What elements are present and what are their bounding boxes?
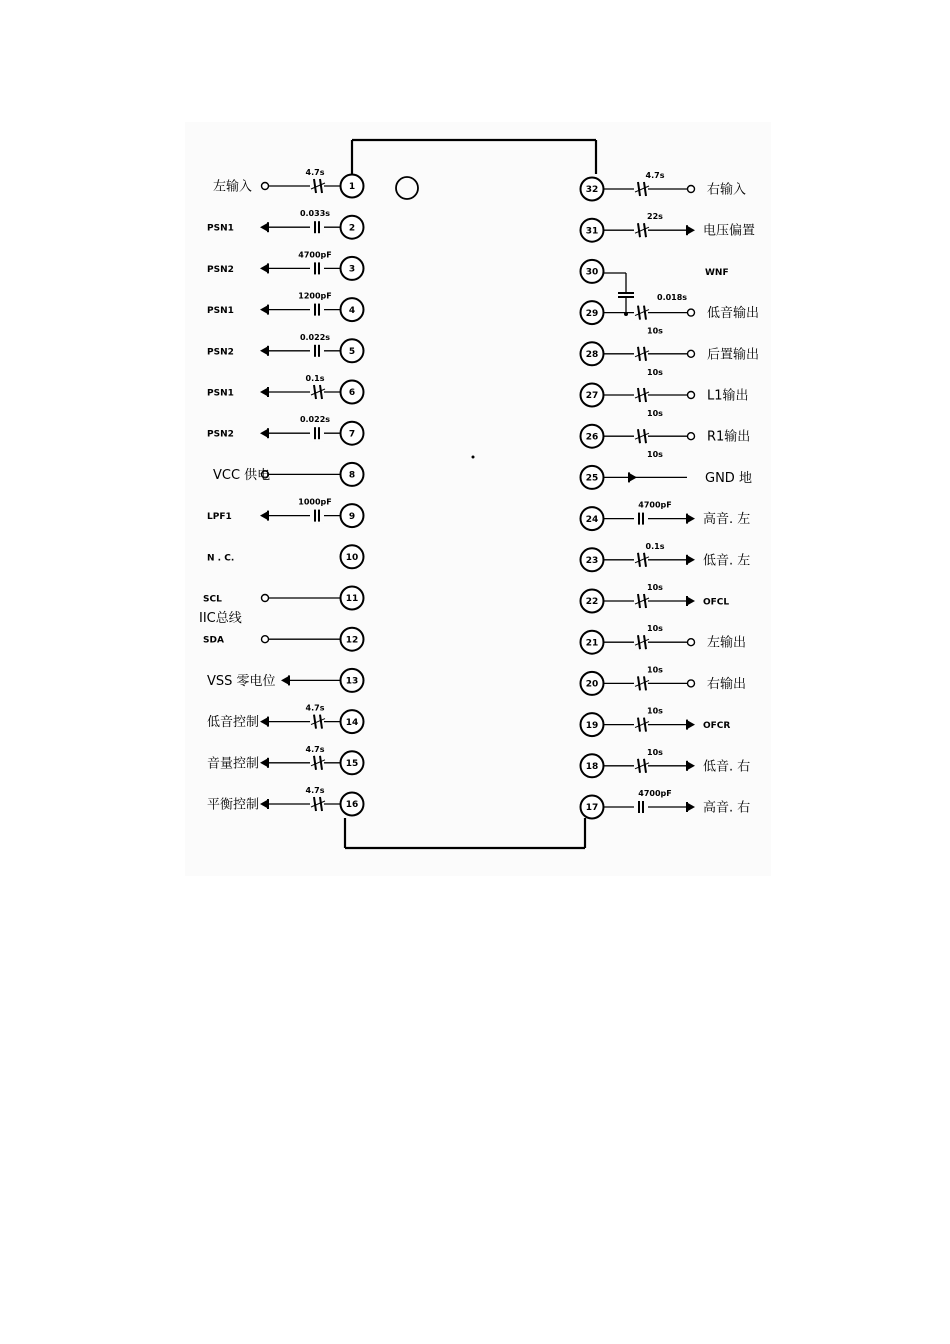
ic-pinout-diagram: [185, 122, 771, 876]
pin-1: [213, 168, 364, 198]
pin-18-number: 18: [585, 762, 599, 772]
pin-28-label: 后置输出: [707, 347, 760, 363]
pin-5: [207, 333, 364, 363]
pin-2: [207, 209, 364, 239]
pin-23-value: 0.1s: [645, 541, 665, 551]
pin-10: [207, 545, 364, 568]
pin-1-value: 4.7s: [305, 168, 325, 177]
pin-28: [581, 342, 760, 377]
pin-31-label: 电压偏置: [703, 223, 756, 239]
pin-11-label: SCL: [203, 594, 222, 605]
pin-5-value: 0.022s: [299, 332, 331, 342]
right-pin-column: [581, 171, 760, 819]
pin-29-number: 29: [585, 308, 599, 319]
pin-15-value: 4.7s: [305, 744, 325, 754]
pin-19-number: 19: [585, 720, 599, 731]
pin-29-label: 低音输出: [707, 306, 760, 322]
pin-4-value: 1200pF: [298, 291, 332, 301]
pin-24: [581, 501, 751, 530]
pin-31-number: 31: [585, 226, 599, 237]
pin-29-value: 10s: [647, 326, 663, 336]
pin-18-label: 低音. 右: [703, 759, 751, 775]
pin-22-label: OFCL: [703, 597, 730, 608]
ic-body: [345, 140, 596, 848]
pin-1-number: 1: [348, 182, 356, 193]
pin-21: [581, 624, 747, 654]
pin-15: [207, 745, 364, 775]
pin-23-number: 23: [585, 556, 599, 566]
pin-2-label: PSN1: [207, 223, 234, 234]
pin-20: [581, 665, 747, 695]
pin-15-number: 15: [345, 759, 359, 769]
pin-18-value: 10s: [647, 747, 663, 757]
pin-11-number: 11: [345, 594, 359, 605]
pin-9-number: 9: [348, 511, 356, 522]
pin-8-number: 8: [348, 470, 356, 481]
pin-26: [581, 425, 751, 460]
pin-5-number: 5: [348, 347, 356, 357]
pin-7: [207, 415, 364, 445]
pin-12: [203, 628, 364, 651]
pin-25-label: GND 地: [705, 470, 752, 486]
pin-9-label: LPF1: [207, 512, 232, 523]
pin-12-label: SDA: [203, 635, 224, 646]
pin-3-number: 3: [348, 264, 356, 275]
pin-20-number: 20: [585, 679, 599, 690]
pin-25: [581, 466, 752, 489]
pin-7-label: PSN2: [207, 429, 234, 440]
pin-32: [581, 171, 747, 201]
pin-13-label: VSS 零电位: [207, 673, 276, 689]
wnf-cap-value: 0.018s: [657, 293, 688, 302]
pin-24-label: 高音. 左: [703, 512, 751, 528]
pin-17: [581, 789, 751, 819]
pin-2-value: 0.033s: [299, 209, 331, 219]
pin-24-value: 4700pF: [638, 500, 672, 510]
pin-3-value: 4700pF: [298, 250, 332, 260]
pin-10-label: N . C.: [207, 553, 235, 564]
pin-1-label: 左输入: [213, 179, 253, 195]
pin-21-label: 左输出: [707, 635, 747, 651]
pin-30-label: WNF: [705, 267, 729, 278]
pin-14: [207, 704, 364, 734]
pin-16-value: 4.7s: [305, 786, 325, 795]
pin-6-number: 6: [348, 388, 356, 399]
pin-32-label: 右输入: [707, 182, 747, 198]
pin-4: [207, 292, 364, 322]
pin-20-value: 10s: [647, 665, 663, 675]
pin-27-label: L1输出: [707, 388, 749, 404]
ic-pinout-svg: [185, 122, 771, 876]
pin-9-value: 1000pF: [298, 497, 332, 507]
iic-bus-label: IIC总线: [199, 611, 242, 626]
pin-26-number: 26: [585, 432, 599, 443]
pin-25-number: 25: [585, 473, 599, 484]
pin-26-label: R1输出: [707, 429, 751, 445]
pin-4-label: PSN1: [207, 306, 234, 317]
pin-19-label: OFCR: [703, 721, 731, 732]
pin-19: [581, 707, 731, 737]
pin-9: [207, 498, 364, 527]
pin-7-number: 7: [348, 429, 356, 440]
pin-6-label: PSN1: [207, 388, 234, 399]
pin-27-number: 27: [585, 391, 599, 402]
pin-5-label: PSN2: [207, 347, 234, 358]
pin-27: [581, 384, 749, 419]
pin-14-value: 4.7s: [305, 703, 325, 713]
pin-23-label: 低音. 左: [703, 553, 751, 569]
pin-29: [581, 301, 760, 336]
pin-31-value: 22s: [647, 212, 663, 222]
pin-20-label: 右输出: [707, 676, 747, 692]
pin-10-number: 10: [345, 553, 359, 563]
pin-26-value: 10s: [647, 450, 663, 460]
pin-6-value: 0.1s: [305, 374, 325, 383]
pin-21-value: 10s: [647, 624, 663, 634]
pin-30: [581, 260, 729, 283]
pin-21-number: 21: [585, 638, 599, 649]
pin-13-number: 13: [345, 676, 359, 687]
pin-8: [213, 463, 364, 486]
pin-6: [207, 374, 364, 404]
left-pin-column: [203, 168, 364, 816]
pin-7-value: 0.022s: [299, 415, 331, 425]
pin-27-value: 10s: [647, 409, 663, 418]
pin-19-value: 10s: [647, 706, 663, 716]
pin-32-number: 32: [585, 185, 599, 196]
pin-17-number: 17: [585, 803, 599, 814]
pin-28-value: 10s: [647, 367, 663, 377]
pin-17-label: 高音. 右: [703, 800, 751, 816]
pin-18: [581, 748, 751, 778]
pin-11: [203, 587, 364, 610]
pin-12-number: 12: [345, 635, 359, 646]
pin-16-label: 平衡控制: [207, 797, 260, 813]
pin-2-number: 2: [348, 223, 356, 234]
pin-14-label: 低音控制: [207, 715, 260, 731]
pin-4-number: 4: [348, 305, 356, 316]
pin-28-number: 28: [585, 350, 599, 360]
pin1-orientation-mark: [396, 177, 418, 199]
pin-23: [581, 542, 751, 572]
pin-22: [581, 583, 730, 613]
pin-3: [207, 250, 364, 280]
pin-15-label: 音量控制: [207, 756, 260, 772]
pin-22-value: 10s: [647, 583, 663, 592]
pin-8-label: VCC 供电: [213, 467, 271, 483]
pin-16-number: 16: [345, 800, 359, 811]
pin-24-number: 24: [585, 514, 599, 525]
pin-22-number: 22: [585, 597, 599, 608]
pin-30-number: 30: [585, 267, 599, 278]
pin-32-value: 4.7s: [645, 171, 665, 180]
pin-3-label: PSN2: [207, 264, 234, 275]
pin-16: [207, 786, 364, 816]
pin-31: [581, 212, 756, 242]
pin-17-value: 4700pF: [638, 789, 672, 798]
pin-14-number: 14: [345, 717, 359, 728]
pin-13: [207, 669, 364, 692]
